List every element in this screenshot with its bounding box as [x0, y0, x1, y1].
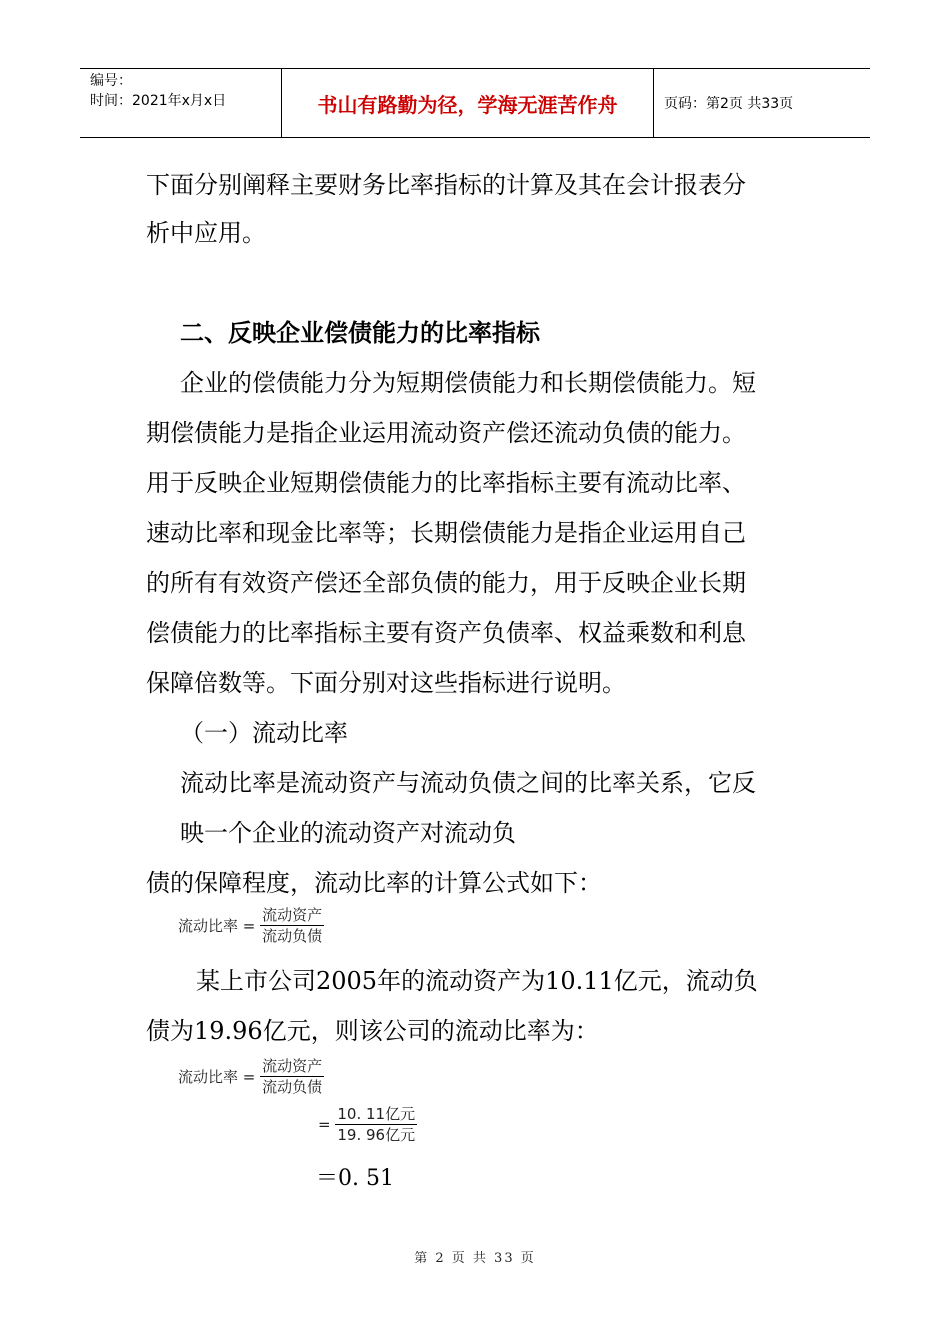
formula-label: 流动比率 =: [178, 1068, 256, 1086]
paragraph-1-line-3: 用于反映企业短期偿债能力的比率指标主要有流动比率、: [146, 469, 746, 497]
intro-line-1: 下面分别阐释主要财务比率指标的计算及其在会计报表分: [146, 171, 746, 199]
paragraph-1-line-5: 的所有有效资产偿还全部负债的能力，用于反映企业长期: [146, 569, 746, 597]
formula-current-ratio-example: [178, 1056, 324, 1097]
sub-heading: （一）流动比率: [180, 719, 348, 747]
page-header: [80, 68, 870, 138]
paragraph-3-line-1: 某上市公司2005年的流动资产为10.11亿元，流动负: [196, 967, 758, 995]
fraction-values: [335, 1104, 417, 1145]
fraction: [260, 905, 324, 946]
paragraph-2-line-1: 流动比率是流动资产与流动负债之间的比率关系，它反: [180, 769, 756, 797]
fraction-denominator: 流动负债: [262, 1078, 323, 1096]
paragraph-2-line-3: 债的保障程度，流动比率的计算公式如下：: [146, 869, 602, 897]
section-heading: 二、反映企业偿债能力的比率指标: [180, 318, 540, 347]
formula-substitution: [318, 1104, 417, 1145]
fraction-numerator: 流动资产: [262, 1057, 323, 1075]
time-label: 时间：2021年x月x日: [90, 93, 227, 109]
paragraph-2-line-2: 映一个企业的流动资产对流动负: [180, 819, 516, 847]
formula-result: ＝0. 51: [316, 1166, 394, 1191]
page-footer: 第 2 页 共 33 页: [414, 1251, 536, 1266]
paragraph-1-line-4: 速动比率和现金比率等；长期偿债能力是指企业运用自己: [146, 519, 746, 547]
formula-label: 流动比率 =: [178, 917, 256, 935]
paragraph-3-line-2: 债为19.96亿元，则该公司的流动比率为：: [146, 1017, 599, 1045]
fraction-denominator-value: 19. 96亿元: [337, 1126, 416, 1144]
header-motto: 书山有路勤为径，学海无涯苦作舟: [282, 69, 654, 137]
fraction-denominator: 流动负债: [262, 927, 323, 945]
paragraph-1-line-2: 期偿债能力是指企业运用流动资产偿还流动负债的能力。: [146, 419, 746, 447]
paragraph-1-line-6: 偿债能力的比率指标主要有资产负债率、权益乘数和利息: [146, 619, 746, 647]
header-meta: [80, 69, 282, 137]
paragraph-1-line-7: 保障倍数等。下面分别对这些指标进行说明。: [146, 669, 626, 697]
fraction-numerator: 流动资产: [262, 906, 323, 924]
equals-sign: =: [318, 1115, 331, 1134]
header-page-info: 页码：第2页 共33页: [664, 96, 794, 112]
fraction: [260, 1056, 324, 1097]
fraction-numerator-value: 10. 11亿元: [337, 1105, 416, 1123]
paragraph-1-line-1: 企业的偿债能力分为短期偿债能力和长期偿债能力。短: [180, 369, 756, 397]
formula-current-ratio: [178, 905, 324, 946]
intro-line-2: 析中应用。: [146, 219, 266, 247]
serial-label: 编号：: [90, 73, 132, 89]
